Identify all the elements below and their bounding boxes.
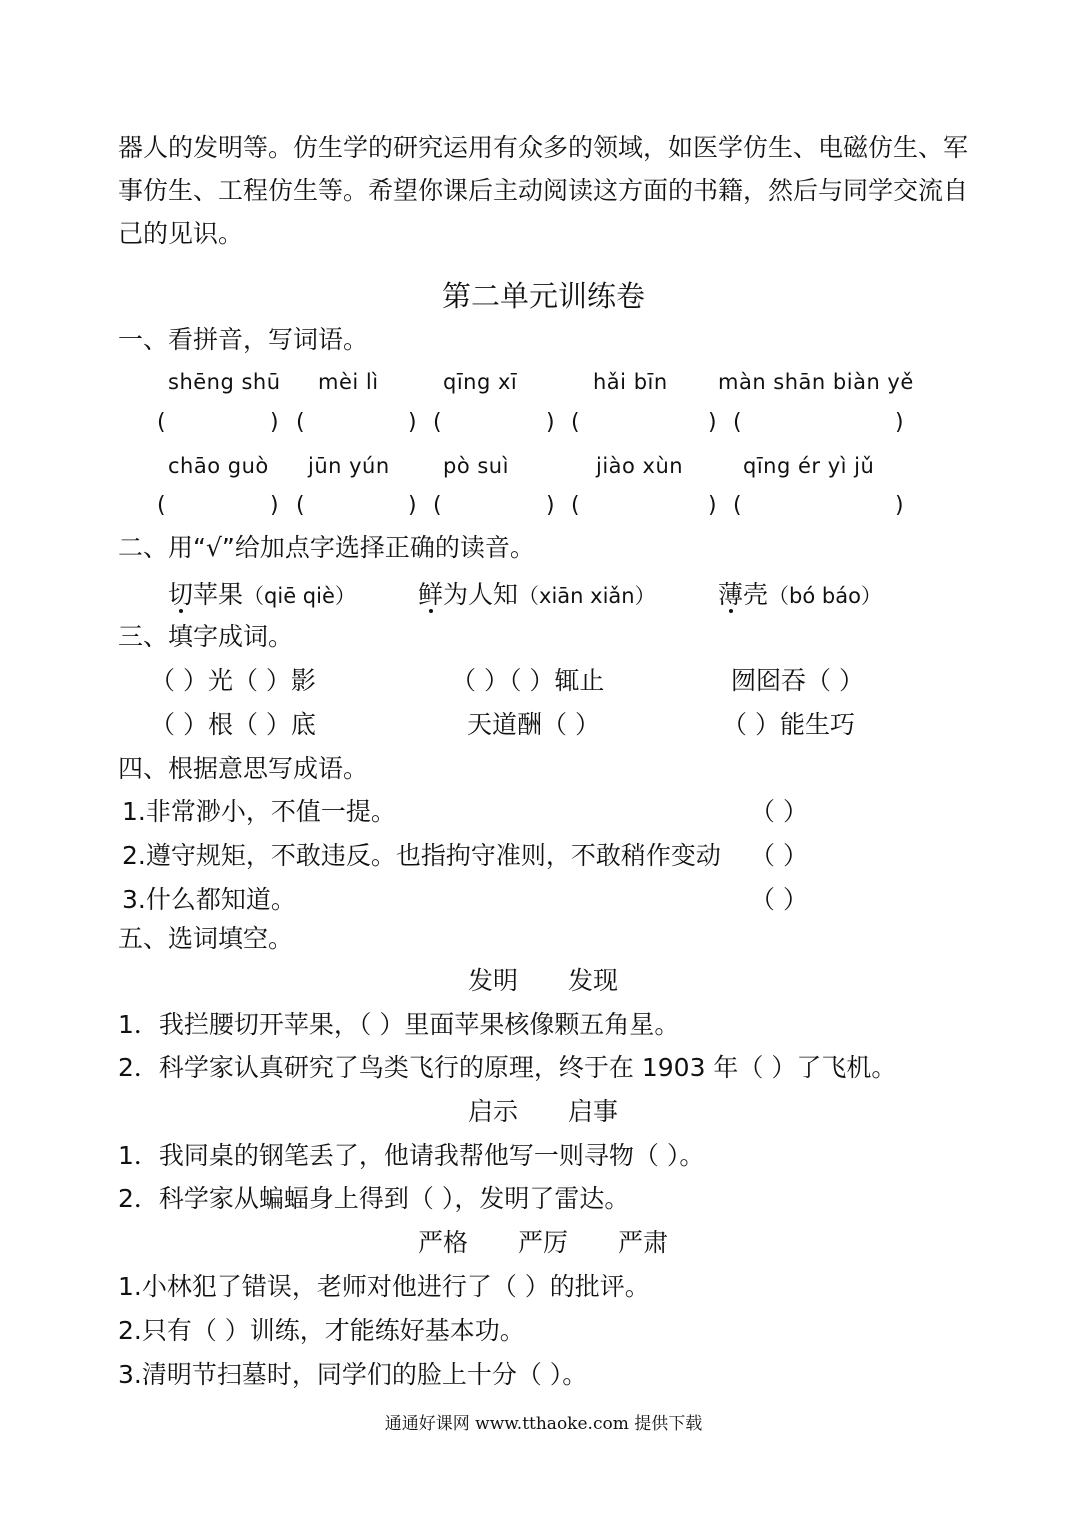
word-choice: 严格 (418, 1228, 469, 1257)
paren-open: ( (571, 410, 580, 435)
word-choice: 严肃 (618, 1228, 669, 1257)
idiom-meaning: 2.遵守规矩，不敢违反。也指拘守准则，不敢稍作变动 (122, 841, 721, 870)
dotted-char: 鲜 (418, 580, 444, 609)
section-2-heading: 二、用“√”给加点字选择正确的读音。 (118, 533, 535, 562)
dotted-char: 切 (168, 580, 194, 609)
reading-choice-item (718, 580, 882, 611)
pinyin-item: màn shān biàn yě (718, 370, 914, 394)
pinyin-item: mèi lì (318, 370, 379, 394)
paren-open: ( (433, 410, 442, 435)
paren-close: ) (408, 410, 417, 435)
word-rest: 壳 (743, 580, 769, 609)
paren-open: ( (157, 493, 166, 518)
pinyin-item: hǎi bīn (593, 370, 668, 394)
pinyin-item: qīng ér yì jǔ (743, 454, 875, 478)
paren-close: ) (546, 493, 555, 518)
page-footer: 通通好课网 www.tthaoke.com 提供下载 (384, 1414, 703, 1434)
answer-blank: （ ） (750, 797, 808, 826)
fill-sentence: 1．我同桌的钢笔丢了，他请我帮他写一则寻物（ ）。 (118, 1141, 705, 1170)
idiom-meaning: 3.什么都知道。 (122, 885, 296, 914)
fill-sentence: 1．我拦腰切开苹果，（ ）里面苹果核像颗五角星。 (118, 1010, 680, 1039)
paren-close: ) (708, 493, 717, 518)
reading-choice-item (418, 580, 656, 611)
pinyin-item: qīng xī (443, 370, 518, 394)
pinyin-item: jūn yún (308, 454, 390, 478)
reading-options: （bó báo） (768, 584, 882, 608)
paren-open: ( (433, 493, 442, 518)
paren-close: ) (546, 410, 555, 435)
intro-paragraph: 器人的发明等。仿生学的研究运用有众多的领域，如医学仿生、电磁仿生、军事仿生、工程仿生等。希望你课后主动阅读这方面的书籍，然后与同学交流自己的见识。 (118, 133, 969, 248)
fill-sentence: 2.只有（ ）训练，才能练好基本功。 (118, 1316, 525, 1345)
section-3-heading: 三、填字成词。 (118, 622, 294, 651)
reading-options: （qiē qiè） (243, 584, 356, 608)
pinyin-item: jiào xùn (596, 454, 684, 478)
paren-open: ( (733, 410, 742, 435)
word-choice: 发明 (468, 966, 519, 995)
reading-options: （xiān xiǎn） (518, 584, 656, 608)
word-rest: 为人知 (443, 580, 519, 609)
fill-sentence: 2．科学家认真研究了鸟类飞行的原理，终于在 1903 年（ ）了飞机。 (118, 1053, 897, 1082)
fill-word-item: （ ）根（ ）底 (150, 710, 316, 739)
word-choice: 启示 (468, 1097, 519, 1126)
fill-sentence: 3.清明节扫墓时，同学们的脸上十分（ ）。 (118, 1360, 588, 1389)
fill-sentence: 1.小林犯了错误，老师对他进行了（ ）的批评。 (118, 1272, 650, 1301)
word-choice: 严厉 (518, 1228, 569, 1257)
paren-close: ) (408, 493, 417, 518)
section-4-heading: 四、根据意思写成语。 (118, 754, 369, 783)
dotted-char: 薄 (718, 580, 744, 609)
paren-open: ( (296, 493, 305, 518)
paren-open: ( (733, 493, 742, 518)
fill-sentence: 2．科学家从蝙蝠身上得到（ ），发明了雷达。 (118, 1184, 630, 1213)
answer-blank: （ ） (750, 841, 808, 870)
fill-word-item: （ ）光（ ）影 (150, 666, 316, 695)
paren-close: ) (708, 410, 717, 435)
pinyin-item: chāo guò (168, 454, 269, 478)
pinyin-item: pò suì (443, 454, 509, 478)
word-choice: 发现 (568, 966, 619, 995)
reading-choice-item (168, 580, 356, 611)
idiom-meaning: 1.非常渺小，不值一提。 (122, 797, 396, 826)
fill-word-item: 囫囵吞（ ） (731, 666, 864, 695)
fill-word-item: 天道酬（ ） (467, 710, 600, 739)
paren-close: ) (895, 493, 904, 518)
paren-close: ) (895, 410, 904, 435)
section-5-heading: 五、选词填空。 (118, 924, 294, 953)
paren-close: ) (270, 493, 279, 518)
paren-open: ( (571, 493, 580, 518)
fill-word-item: （ ）（ ）辄止 (451, 666, 605, 695)
pinyin-item: shēng shū (168, 370, 281, 394)
fill-word-item: （ ）能生巧 (722, 710, 855, 739)
word-rest: 苹果 (193, 580, 244, 609)
paren-close: ) (270, 410, 279, 435)
word-choice: 启事 (568, 1097, 619, 1126)
paren-open: ( (296, 410, 305, 435)
page-title: 第二单元训练卷 (441, 279, 645, 313)
answer-blank: （ ） (750, 885, 808, 914)
section-1-heading: 一、看拼音，写词语。 (118, 325, 369, 354)
paren-open: ( (157, 410, 166, 435)
